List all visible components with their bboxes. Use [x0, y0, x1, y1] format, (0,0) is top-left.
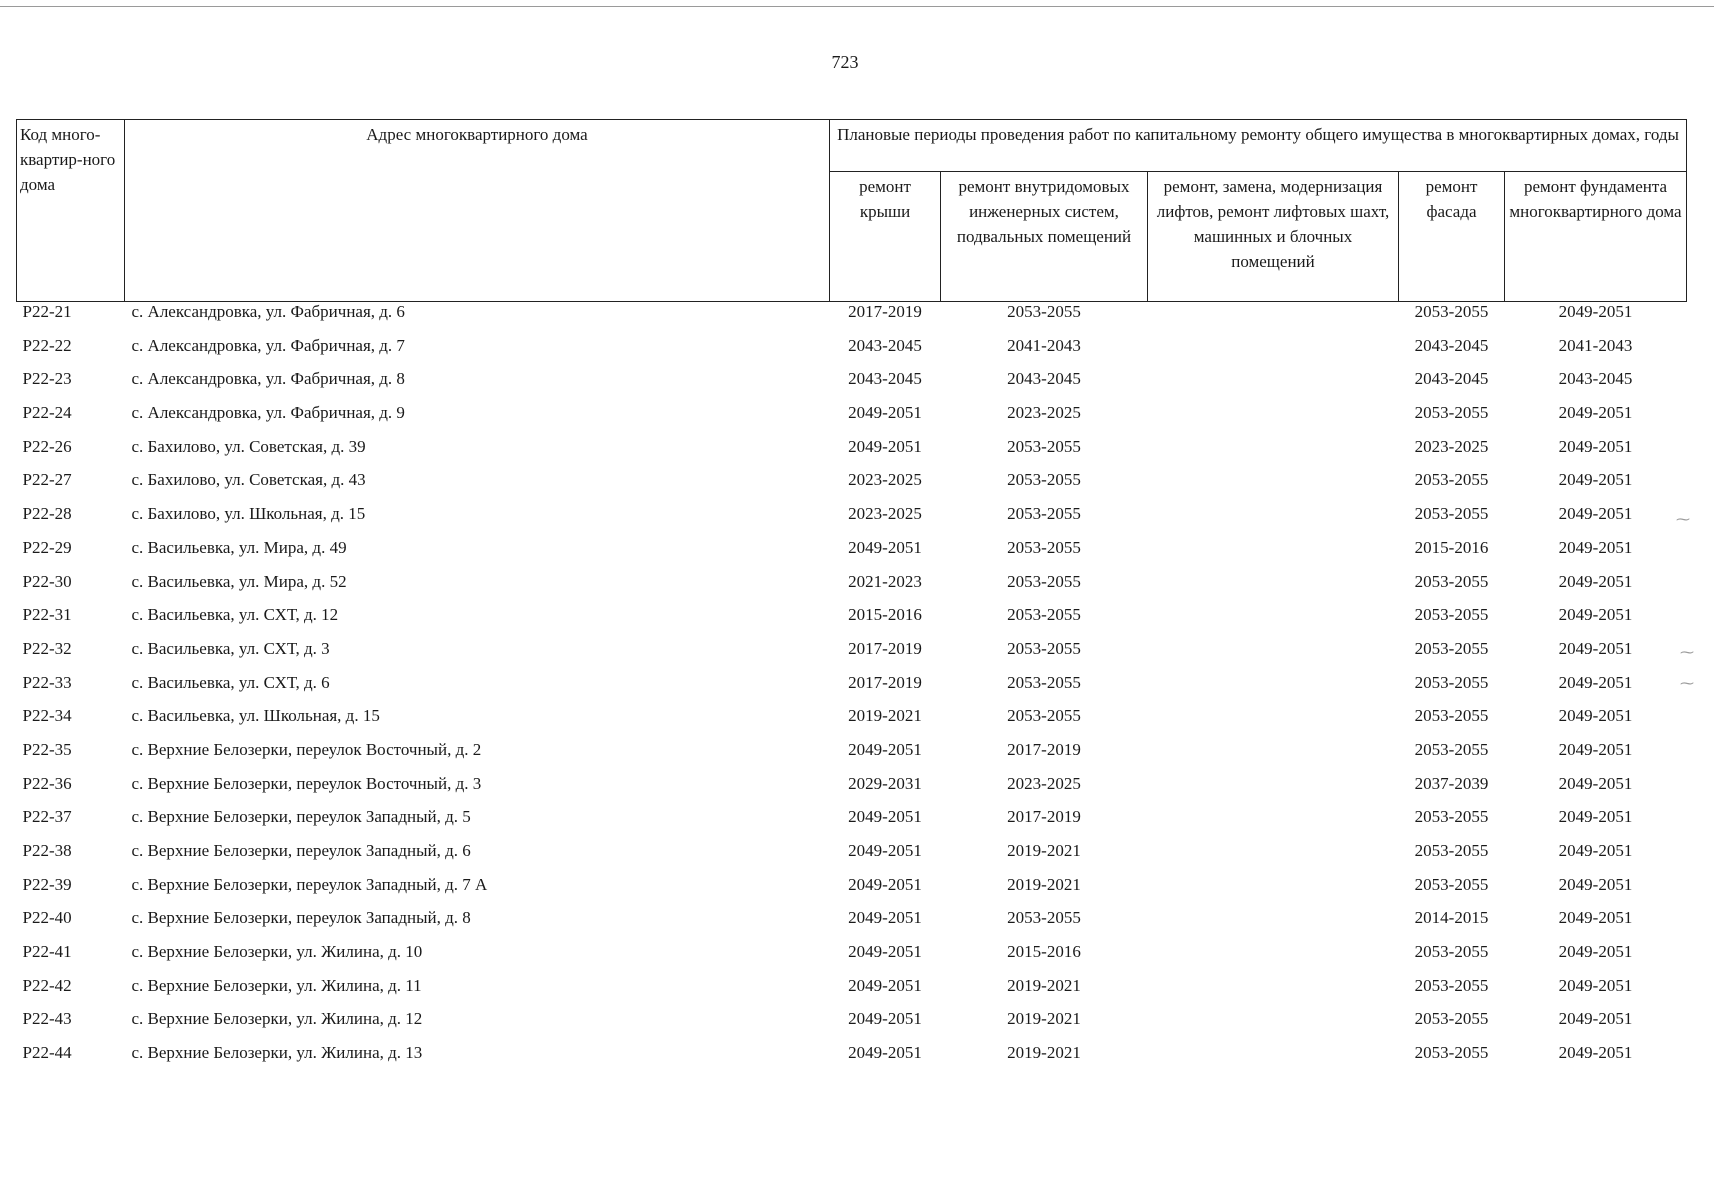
cell-engineering: 2017-2019 — [1007, 739, 1081, 759]
cell-code: P22-30 — [22, 571, 72, 591]
cell-roof: 2049-2051 — [848, 537, 922, 557]
cell-code: P22-35 — [22, 739, 72, 759]
cell-facade: 2023-2025 — [1414, 436, 1489, 456]
table-row — [17, 403, 1687, 437]
page-number: 723 — [831, 52, 859, 72]
cell-address: с. Верхние Белозерки, переулок Восточный, д. 2 — [131, 739, 482, 759]
cell-elevators — [1148, 774, 1399, 808]
cell-address: с. Бахилово, ул. Советская, д. 43 — [131, 470, 366, 490]
table-row — [17, 639, 1687, 673]
cell-elevators — [1148, 807, 1399, 841]
cell-facade: 2037-2039 — [1414, 773, 1489, 793]
cell-roof: 2017-2019 — [848, 672, 922, 692]
cell-address: с. Верхние Белозерки, ул. Жилина, д. 11 — [131, 975, 422, 995]
cell-roof: 2049-2051 — [848, 807, 922, 827]
cell-elevators — [1148, 706, 1399, 740]
cell-address: с. Александровка, ул. Фабричная, д. 9 — [131, 403, 405, 423]
scan-speck: ⁓ — [1680, 677, 1694, 692]
cell-engineering: 2053-2055 — [1007, 537, 1081, 557]
cell-facade: 2053-2055 — [1414, 672, 1489, 692]
cell-elevators — [1148, 908, 1399, 942]
cell-elevators — [1148, 302, 1399, 336]
cell-facade: 2053-2055 — [1414, 302, 1489, 321]
table-row — [17, 976, 1687, 1010]
cell-foundation: 2049-2051 — [1558, 571, 1633, 591]
cell-code: P22-21 — [22, 302, 72, 321]
cell-code: P22-43 — [22, 1009, 72, 1029]
table-body — [17, 302, 1687, 1077]
table-row — [17, 1043, 1687, 1077]
cell-address: с. Верхние Белозерки, переулок Западный, д. 6 — [131, 841, 471, 860]
table-row — [17, 774, 1687, 808]
table-row — [17, 605, 1687, 639]
cell-address: с. Васильевка, ул. СХТ, д. 3 — [131, 638, 330, 658]
cell-code: P22-22 — [22, 335, 72, 355]
cell-roof: 2023-2025 — [848, 470, 922, 490]
cell-foundation: 2049-2051 — [1558, 874, 1633, 894]
table-row — [17, 875, 1687, 909]
cell-foundation: 2049-2051 — [1558, 403, 1633, 423]
cell-foundation: 2049-2051 — [1558, 302, 1633, 321]
table-row — [17, 538, 1687, 572]
cell-foundation: 2043-2045 — [1558, 369, 1633, 389]
cell-engineering: 2041-2043 — [1007, 335, 1081, 355]
table-row — [17, 470, 1687, 504]
header-roof: ремонт крыши — [830, 172, 941, 302]
table-header — [17, 120, 1687, 302]
cell-facade: 2053-2055 — [1414, 470, 1489, 490]
cell-elevators — [1148, 572, 1399, 606]
cell-address: с. Васильевка, ул. Мира, д. 49 — [131, 537, 347, 557]
cell-roof: 2049-2051 — [848, 1043, 922, 1063]
cell-code: P22-31 — [22, 605, 72, 625]
cell-facade: 2014-2015 — [1414, 908, 1489, 928]
cell-roof: 2049-2051 — [848, 874, 922, 894]
cell-elevators — [1148, 605, 1399, 639]
header-foundation: ремонт фундамента многоквартирного дома — [1505, 172, 1687, 302]
cell-address: с. Васильевка, ул. Мира, д. 52 — [131, 571, 347, 591]
cell-facade: 2053-2055 — [1414, 403, 1489, 423]
cell-engineering: 2019-2021 — [1007, 1009, 1081, 1029]
cell-facade: 2053-2055 — [1414, 942, 1489, 962]
cell-foundation: 2049-2051 — [1558, 436, 1633, 456]
header-address: Адрес многоквартирного дома — [125, 120, 830, 302]
header-periods: Плановые периоды проведения работ по капитальному ремонту общего имущества в многоквартирных домах, годы — [830, 120, 1687, 172]
cell-foundation: 2049-2051 — [1558, 908, 1633, 928]
cell-roof: 2021-2023 — [848, 571, 922, 591]
cell-elevators — [1148, 942, 1399, 976]
cell-elevators — [1148, 403, 1399, 437]
cell-roof: 2049-2051 — [848, 908, 922, 928]
table-row — [17, 302, 1687, 336]
cell-engineering: 2017-2019 — [1007, 807, 1081, 827]
cell-roof: 2015-2016 — [848, 605, 922, 625]
cell-facade: 2053-2055 — [1414, 571, 1489, 591]
cell-address: с. Александровка, ул. Фабричная, д. 6 — [131, 302, 405, 321]
cell-address: с. Васильевка, ул. Школьная, д. 15 — [131, 706, 380, 726]
cell-elevators — [1148, 740, 1399, 774]
cell-foundation: 2049-2051 — [1558, 638, 1633, 658]
cell-foundation: 2049-2051 — [1558, 706, 1633, 726]
cell-engineering: 2019-2021 — [1007, 874, 1081, 894]
cell-engineering: 2023-2025 — [1007, 403, 1081, 423]
table-row — [17, 841, 1687, 875]
cell-address: с. Верхние Белозерки, переулок Западный, д. 7 А — [131, 874, 488, 894]
cell-facade: 2015-2016 — [1414, 537, 1489, 557]
cell-roof: 2049-2051 — [848, 841, 922, 860]
cell-engineering: 2019-2021 — [1007, 841, 1081, 860]
cell-foundation: 2049-2051 — [1558, 773, 1633, 793]
table-row — [17, 504, 1687, 538]
cell-engineering: 2053-2055 — [1007, 605, 1081, 625]
cell-roof: 2017-2019 — [848, 638, 922, 658]
cell-address: с. Верхние Белозерки, переулок Западный, д. 8 — [131, 908, 471, 928]
table-row — [17, 740, 1687, 774]
cell-address: с. Васильевка, ул. СХТ, д. 6 — [131, 672, 330, 692]
cell-address: с. Верхние Белозерки, ул. Жилина, д. 12 — [131, 1009, 423, 1029]
cell-roof: 2049-2051 — [848, 942, 922, 962]
cell-elevators — [1148, 976, 1399, 1010]
cell-address: с. Бахилово, ул. Советская, д. 39 — [131, 436, 366, 456]
header-code: Код много-квартир-ного дома — [17, 120, 125, 302]
cell-engineering: 2053-2055 — [1007, 302, 1081, 321]
cell-elevators — [1148, 538, 1399, 572]
table-row — [17, 942, 1687, 976]
cell-facade: 2053-2055 — [1414, 841, 1489, 860]
cell-engineering: 2053-2055 — [1007, 638, 1081, 658]
cell-roof: 2049-2051 — [848, 436, 922, 456]
cell-engineering: 2053-2055 — [1007, 672, 1081, 692]
cell-code: P22-24 — [22, 403, 72, 423]
cell-facade: 2053-2055 — [1414, 874, 1489, 894]
table-row — [17, 1009, 1687, 1043]
cell-facade: 2053-2055 — [1414, 807, 1489, 827]
cell-engineering: 2043-2045 — [1007, 369, 1081, 389]
cell-address: с. Верхние Белозерки, ул. Жилина, д. 10 — [131, 942, 423, 962]
table-row — [17, 369, 1687, 403]
cell-foundation: 2049-2051 — [1558, 942, 1633, 962]
cell-foundation: 2049-2051 — [1558, 1009, 1633, 1029]
cell-code: P22-33 — [22, 672, 72, 692]
cell-code: P22-27 — [22, 470, 72, 490]
cell-code: P22-23 — [22, 369, 72, 389]
cell-code: P22-39 — [22, 874, 72, 894]
scan-top-rule — [0, 6, 1714, 7]
cell-roof: 2049-2051 — [848, 403, 922, 423]
cell-address: с. Васильевка, ул. СХТ, д. 12 — [131, 605, 339, 625]
cell-foundation: 2049-2051 — [1558, 504, 1633, 524]
cell-code: P22-26 — [22, 436, 72, 456]
cell-facade: 2043-2045 — [1414, 335, 1489, 355]
cell-engineering: 2053-2055 — [1007, 571, 1081, 591]
cell-elevators — [1148, 470, 1399, 504]
cell-facade: 2053-2055 — [1414, 504, 1489, 524]
cell-facade: 2053-2055 — [1414, 638, 1489, 658]
cell-foundation: 2041-2043 — [1558, 335, 1633, 355]
cell-engineering: 2023-2025 — [1007, 773, 1081, 793]
cell-roof: 2049-2051 — [848, 1009, 922, 1029]
table-row — [17, 807, 1687, 841]
cell-engineering: 2053-2055 — [1007, 504, 1081, 524]
table-row — [17, 336, 1687, 370]
cell-elevators — [1148, 1043, 1399, 1077]
cell-foundation: 2049-2051 — [1558, 975, 1633, 995]
cell-facade: 2053-2055 — [1414, 605, 1489, 625]
cell-code: P22-41 — [22, 942, 72, 962]
cell-foundation: 2049-2051 — [1558, 807, 1633, 827]
cell-elevators — [1148, 336, 1399, 370]
cell-address: с. Верхние Белозерки, переулок Западный, д. 5 — [131, 807, 471, 827]
cell-facade: 2053-2055 — [1414, 1043, 1489, 1063]
cell-facade: 2053-2055 — [1414, 739, 1489, 759]
cell-engineering: 2015-2016 — [1007, 942, 1081, 962]
cell-roof: 2049-2051 — [848, 739, 922, 759]
cell-address: с. Александровка, ул. Фабричная, д. 8 — [131, 369, 405, 389]
cell-address: с. Верхние Белозерки, ул. Жилина, д. 13 — [131, 1043, 423, 1063]
cell-elevators — [1148, 437, 1399, 471]
cell-foundation: 2049-2051 — [1558, 1043, 1633, 1063]
cell-facade: 2053-2055 — [1414, 706, 1489, 726]
cell-foundation: 2049-2051 — [1558, 739, 1633, 759]
scan-speck: ⁓ — [1680, 646, 1694, 661]
table-row — [17, 572, 1687, 606]
cell-foundation: 2049-2051 — [1558, 470, 1633, 490]
cell-address: с. Бахилово, ул. Школьная, д. 15 — [131, 504, 366, 524]
cell-code: P22-38 — [22, 841, 72, 860]
cell-elevators — [1148, 369, 1399, 403]
cell-engineering: 2053-2055 — [1007, 706, 1081, 726]
cell-elevators — [1148, 504, 1399, 538]
cell-code: P22-28 — [22, 504, 72, 524]
cell-code: P22-36 — [22, 773, 72, 793]
cell-elevators — [1148, 841, 1399, 875]
cell-roof: 2017-2019 — [848, 302, 922, 321]
cell-elevators — [1148, 1009, 1399, 1043]
cell-address: с. Александровка, ул. Фабричная, д. 7 — [131, 335, 405, 355]
cell-code: P22-44 — [22, 1043, 72, 1063]
table-row — [17, 437, 1687, 471]
cell-roof: 2023-2025 — [848, 504, 922, 524]
cell-elevators — [1148, 875, 1399, 909]
header-elevators: ремонт, замена, модернизация лифтов, ремонт лифтовых шахт, машинных и блочных помещений — [1148, 172, 1399, 302]
table-row — [17, 673, 1687, 707]
header-facade: ремонт фасада — [1399, 172, 1505, 302]
cell-foundation: 2049-2051 — [1558, 841, 1633, 860]
cell-facade: 2053-2055 — [1414, 1009, 1489, 1029]
cell-foundation: 2049-2051 — [1558, 672, 1633, 692]
cell-facade: 2053-2055 — [1414, 975, 1489, 995]
cell-facade: 2043-2045 — [1414, 369, 1489, 389]
cell-code: P22-32 — [22, 638, 72, 658]
cell-elevators — [1148, 673, 1399, 707]
cell-code: P22-42 — [22, 975, 72, 995]
header-engineering: ремонт внутридомовых инженерных систем, подвальных помещений — [941, 172, 1148, 302]
cell-roof: 2029-2031 — [848, 773, 922, 793]
scan-speck: ⁓ — [1676, 513, 1690, 528]
cell-foundation: 2049-2051 — [1558, 537, 1633, 557]
cell-foundation: 2049-2051 — [1558, 605, 1633, 625]
cell-engineering: 2053-2055 — [1007, 908, 1081, 928]
cell-address: с. Верхние Белозерки, переулок Восточный, д. 3 — [131, 773, 482, 793]
cell-code: P22-37 — [22, 807, 72, 827]
cell-code: P22-29 — [22, 537, 72, 557]
cell-engineering: 2019-2021 — [1007, 975, 1081, 995]
cell-code: P22-34 — [22, 706, 72, 726]
cell-roof: 2019-2021 — [848, 706, 922, 726]
table-row — [17, 706, 1687, 740]
cell-code: P22-40 — [22, 908, 72, 928]
repair-schedule-table — [16, 119, 1687, 1077]
cell-engineering: 2019-2021 — [1007, 1043, 1081, 1063]
cell-engineering: 2053-2055 — [1007, 436, 1081, 456]
cell-roof: 2043-2045 — [848, 369, 922, 389]
table-row — [17, 908, 1687, 942]
cell-roof: 2043-2045 — [848, 335, 922, 355]
cell-engineering: 2053-2055 — [1007, 470, 1081, 490]
cell-elevators — [1148, 639, 1399, 673]
cell-roof: 2049-2051 — [848, 975, 922, 995]
